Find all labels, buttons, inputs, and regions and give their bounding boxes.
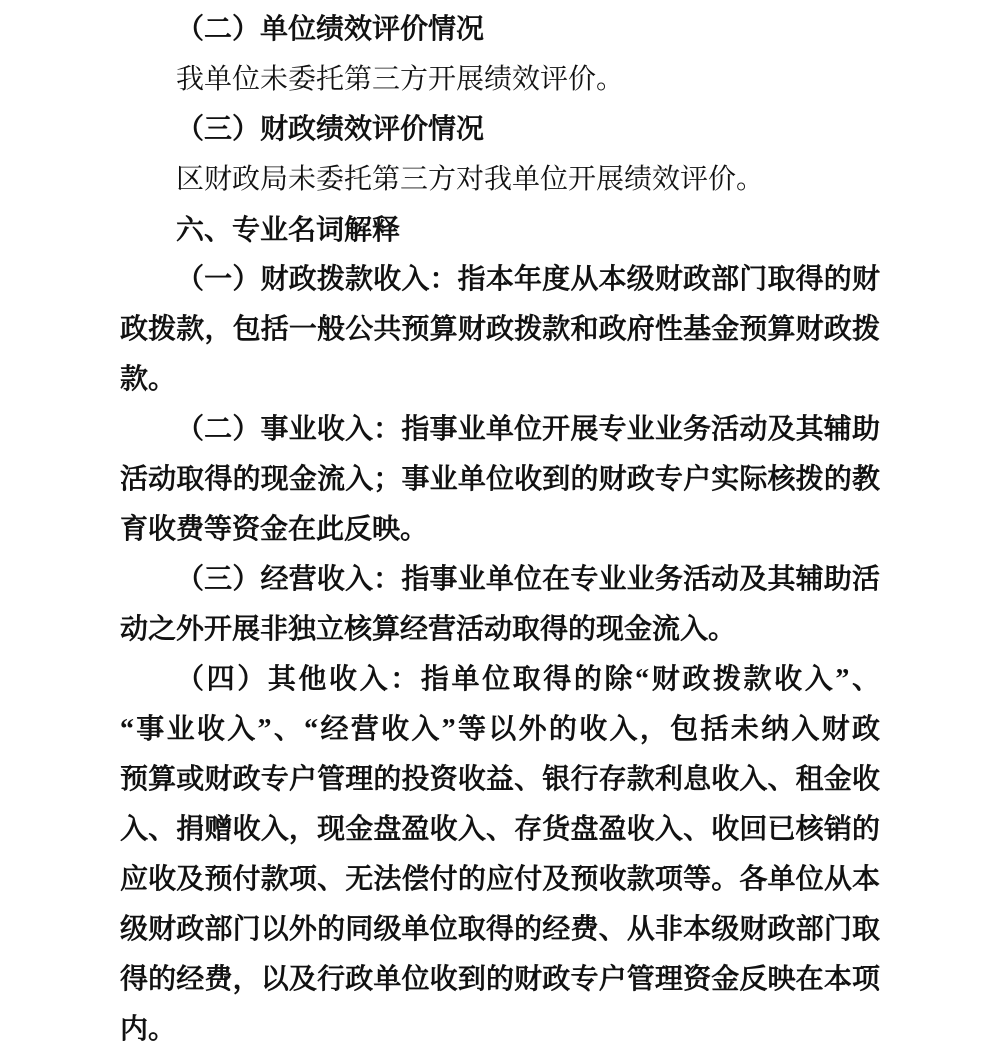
document-line: 政拨款，包括一般公共预算财政拨款和政府性基金预算财政拨 <box>120 314 880 345</box>
document-line <box>120 555 880 605</box>
term-label: （二）事业收入： <box>176 414 402 445</box>
document-line: 我单位未委托第三方开展绩效评价。 <box>176 64 625 95</box>
document-line: （三）财政绩效评价情况 <box>176 114 485 145</box>
heading-unit-performance-evaluation <box>120 5 880 55</box>
document-line: 活动取得的现金流入；事业单位收到的财政专户实际核拨的教 <box>120 464 880 495</box>
line-text: 指单位取得的除“财政拨款收入”、 <box>420 664 880 695</box>
document-line: 六、专业名词解释 <box>176 214 401 245</box>
document-line: 款。 <box>120 364 177 395</box>
line-text: 指事业单位在专业业务活动及其辅助活 <box>401 564 880 595</box>
line-text: 指本年度从本级财政部门取得的财 <box>457 264 880 295</box>
document-line: 区财政局未委托第三方对我单位开展绩效评价。 <box>176 164 765 195</box>
term-label: （四）其他收入： <box>176 664 421 695</box>
heading-terminology <box>120 205 880 255</box>
document-line <box>120 255 880 305</box>
para-unit-performance-evaluation <box>120 55 880 105</box>
term-label: （一）财政拨款收入： <box>176 264 458 295</box>
term-label: （三）经营收入： <box>176 564 402 595</box>
document-line: 动之外开展非独立核算经营活动取得的现金流入。 <box>120 614 737 645</box>
para-term-institution-income <box>120 405 880 555</box>
para-term-fiscal-appropriation-income <box>120 255 880 405</box>
document-line <box>120 655 880 705</box>
document-line: 育收费等资金在此反映。 <box>120 514 429 545</box>
document-line: 入、捐赠收入，现金盘盈收入、存货盘盈收入、收回已核销的 <box>120 814 880 845</box>
document-line: 级财政部门以外的同级单位取得的经费、从非本级财政部门取 <box>120 914 880 945</box>
document-line: （二）单位绩效评价情况 <box>176 14 485 45</box>
document-line: “事业收入”、“经营收入”等以外的收入，包括未纳入财政 <box>120 714 880 745</box>
para-finance-performance-evaluation <box>120 155 880 205</box>
document-line: 内。 <box>120 1014 177 1045</box>
line-text: 指事业单位开展专业业务活动及其辅助 <box>401 414 880 445</box>
para-term-other-income <box>120 655 880 1055</box>
document-line: 预算或财政专户管理的投资收益、银行存款利息收入、租金收 <box>120 764 880 795</box>
document-line <box>120 405 880 455</box>
para-term-operating-income <box>120 555 880 655</box>
document-line: 得的经费，以及行政单位收到的财政专户管理资金反映在本项 <box>120 964 880 995</box>
heading-finance-performance-evaluation <box>120 105 880 155</box>
document-line: 应收及预付款项、无法偿付的应付及预收款项等。各单位从本 <box>120 864 880 895</box>
